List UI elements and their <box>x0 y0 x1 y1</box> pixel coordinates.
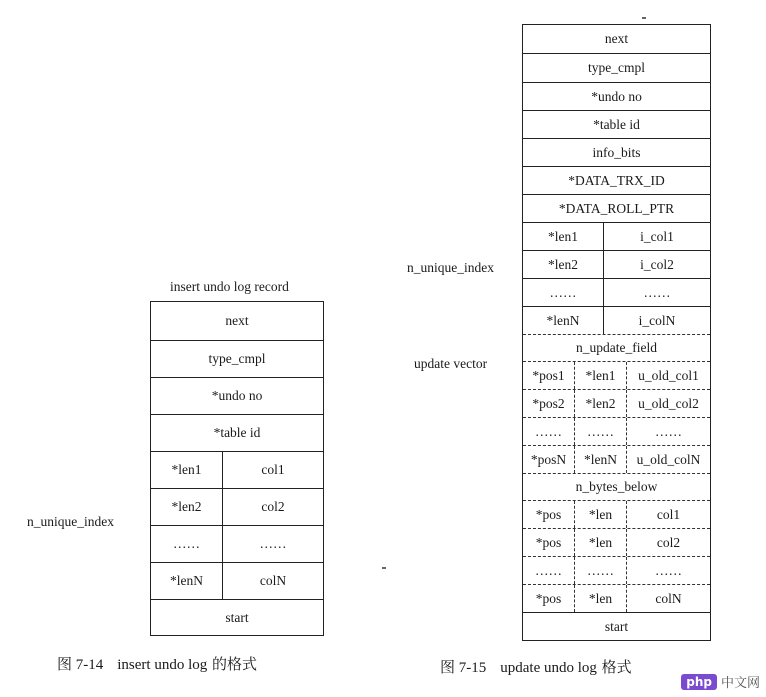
table-cell: type_cmpl <box>588 60 645 75</box>
table-row <box>523 556 710 584</box>
table-cell: u_old_colN <box>626 446 710 473</box>
table-cell: *len1 <box>171 462 202 477</box>
table-row <box>151 302 323 340</box>
table-row <box>523 222 710 250</box>
table-row <box>151 488 323 525</box>
table-cell: i_colN <box>603 307 710 334</box>
table-cell: …… <box>574 418 626 445</box>
update-undo-log-table <box>522 24 711 641</box>
fig2-caption-number: 图 7-15 <box>440 660 487 676</box>
table-cell: *table id <box>593 116 640 132</box>
table-cell: *DATA_ROLL_PTR <box>558 200 675 216</box>
insert-undo-log-table <box>150 301 324 636</box>
table-cell: colN <box>222 563 323 599</box>
table-row <box>523 500 710 528</box>
table-row <box>523 53 710 82</box>
table-cell: col2 <box>222 489 323 525</box>
table-cell: *len1 <box>574 362 626 389</box>
fig1-side-label: n_unique_index <box>27 514 114 529</box>
watermark-badge: php <box>681 674 717 690</box>
table-cell: *len2 <box>548 256 578 272</box>
table-cell: …… <box>535 562 562 578</box>
fig2-caption-title: update undo log <box>500 660 597 676</box>
table-cell: n_update_field <box>576 340 657 355</box>
table-row <box>151 562 323 599</box>
table-cell: next <box>225 313 249 328</box>
table-cell: n_bytes_below <box>575 479 658 494</box>
table-cell: *pos2 <box>532 395 565 411</box>
table-cell: …… <box>222 526 323 562</box>
table-cell: *posN <box>530 451 567 467</box>
table-cell: start <box>604 619 629 634</box>
table-cell: …… <box>173 536 200 551</box>
table-row <box>151 377 323 414</box>
table-cell: *pos <box>535 534 562 550</box>
table-row <box>523 334 710 361</box>
table-cell: *table id <box>213 425 261 440</box>
table-cell: col1 <box>626 501 710 528</box>
table-cell: u_old_col1 <box>626 362 710 389</box>
fig1-caption-title: insert undo log <box>117 657 208 673</box>
table-cell: start <box>225 609 249 625</box>
table-cell: *len2 <box>574 390 626 417</box>
table-row <box>523 445 710 473</box>
table-cell: next <box>604 31 629 46</box>
table-cell: …… <box>626 418 710 445</box>
table-row <box>523 361 710 389</box>
table-cell: col1 <box>222 452 323 488</box>
table-cell: type_cmpl <box>208 351 266 366</box>
table-cell: *DATA_TRX_ID <box>568 172 665 188</box>
table-row <box>523 306 710 334</box>
table-cell: *pos <box>535 590 562 606</box>
table-row <box>523 194 710 222</box>
table-cell: *pos <box>535 506 562 522</box>
table-cell: …… <box>603 279 710 306</box>
table-cell: *lenN <box>574 446 626 473</box>
table-cell: *lenN <box>546 312 580 328</box>
table-row <box>523 138 710 166</box>
table-row <box>523 82 710 110</box>
table-cell: …… <box>549 284 577 300</box>
table-cell: *len2 <box>171 499 202 514</box>
table-row <box>523 25 710 53</box>
table-cell: …… <box>535 423 562 439</box>
table-cell: u_old_col2 <box>626 390 710 417</box>
fig2-side-label-update: update vector <box>414 356 488 371</box>
table-row <box>523 166 710 194</box>
table-row <box>151 414 323 451</box>
table-row <box>523 110 710 138</box>
table-row <box>151 525 323 562</box>
fig1-caption <box>57 653 257 674</box>
table-cell: info_bits <box>592 144 641 160</box>
watermark-text: 中文网 <box>720 676 760 691</box>
scan-mark <box>642 17 646 19</box>
fig2-side-label-index: n_unique_index <box>407 260 494 275</box>
table-cell: …… <box>626 557 710 584</box>
table-cell: *len <box>574 501 626 528</box>
table-row <box>523 528 710 556</box>
table-cell: *len1 <box>548 228 578 244</box>
table-cell: *pos1 <box>532 367 565 383</box>
table-cell: …… <box>574 557 626 584</box>
table-cell: colN <box>626 585 710 612</box>
watermark <box>681 672 760 691</box>
scan-mark <box>382 567 386 569</box>
table-cell: *len <box>574 585 626 612</box>
table-cell: *undo no <box>591 88 642 104</box>
table-cell: *len <box>574 529 626 556</box>
table-row <box>523 612 710 641</box>
table-row <box>151 340 323 377</box>
table-cell: *lenN <box>170 573 203 588</box>
fig1-caption-suffix: 的格式 <box>207 655 258 673</box>
table-row <box>523 417 710 445</box>
fig2-caption-suffix: 格式 <box>596 658 632 676</box>
table-row <box>523 278 710 306</box>
table-row <box>523 473 710 500</box>
table-row <box>151 451 323 488</box>
table-row <box>523 389 710 417</box>
fig2-caption <box>440 656 632 677</box>
table-cell: col2 <box>626 529 710 556</box>
table-cell: *undo no <box>211 388 263 403</box>
fig1-caption-number: 图 7-14 <box>57 657 104 673</box>
table-row <box>523 250 710 278</box>
fig1-title: insert undo log record <box>170 279 289 294</box>
table-row <box>151 599 323 635</box>
table-row <box>523 584 710 612</box>
table-cell: i_col2 <box>603 251 710 278</box>
table-cell: i_col1 <box>603 223 710 250</box>
